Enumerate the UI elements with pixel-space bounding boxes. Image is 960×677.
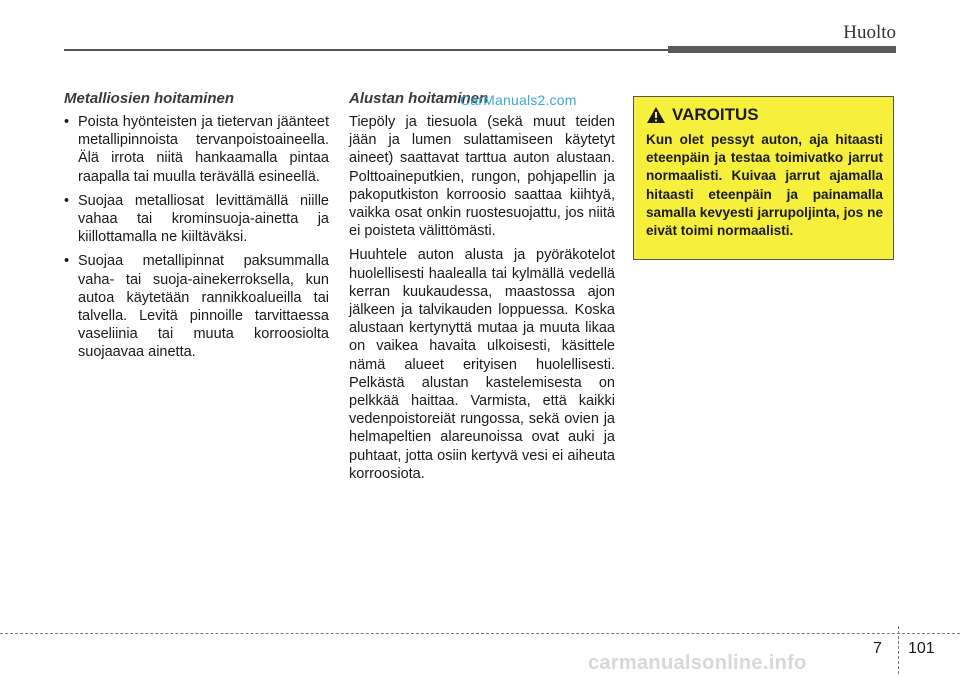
footer-separator [898, 626, 899, 674]
warning-box [633, 96, 894, 260]
section-heading-underbody: Alustan hoitaminen [349, 90, 489, 107]
site-footer-link[interactable]: carmanualsonline.info [588, 652, 807, 674]
list-item: • Suojaa metalliosat levittämällä niille vahaa tai krominsuoja-ainetta ja kiillottamalla ne kiiltäväksi. [64, 192, 329, 247]
list-item: • Suojaa metallipinnat paksummalla vaha- tai suoja-ainekerroksella, kun autoa käytetään rannikkoalueilla tai talvella. Levitä pinnoille tarvittaessa vaseliinia tai muuta korroosiolta suojaavaa ainetta. [64, 252, 329, 361]
column-metal-care [64, 90, 329, 368]
column-underbody-care [349, 90, 615, 489]
header-rule-accent [668, 46, 896, 53]
paragraph: Tiepöly ja tiesuola (sekä muut teiden jään ja lumen sulattamiseen käytetyt aineet) saattavat tarttua auton alustaan. Polttoaineputkien, rungon, pohjapellin ja pakoputkiston korroosio saattaa kiihtyä, vaikka osat onkin ruostesuojattu, jos niitä ei poisteta välittömästi. [349, 114, 615, 240]
warning-header [646, 105, 883, 125]
footer-rule [0, 633, 960, 634]
warning-title: VAROITUS [672, 105, 759, 124]
paragraph: Huuhtele auton alusta ja pyöräkotelot huolellisesti haalealla tai kylmällä vedellä kerran kuukaudessa, maastossa ajon jälkeen ja talvikauden loppuessa. Koska alustaan kertynyttä mutaa ja muuta likaa on vaikea havaita ulkoisesti, käsittele nämä alueet erityisen huolellisesti. Pelkästä alustan kastelemisesta on pelkkää haittaa. Varmista, että kaikki vedenpoistoreiät rungossa, sekä ovien ja helmapeltien alareunoissa ovat auki ja puhtaat, jotta osiin kertyvä vesi ei aiheuta korroosiota. [349, 247, 615, 482]
chapter-number: 7 [873, 640, 882, 657]
page-header-title: Huolto [843, 22, 896, 43]
page-number: 101 [908, 640, 935, 657]
metal-care-list [64, 113, 329, 362]
watermark-link[interactable]: CarManuals2.com [460, 92, 577, 108]
warning-triangle-icon [646, 106, 666, 124]
header-rule [64, 49, 668, 51]
warning-text: Kun olet pessyt auton, aja hitaasti eteenpäin ja testaa toimivatko jarrut normaalisti. Kuivaa jarrut ajamalla hitaasti eteenpäin ja painamalla samalla kevyesti jarrupoljinta, jos ne eivät toimi normaalisti. [646, 132, 883, 239]
section-heading-metal: Metalliosien hoitaminen [64, 90, 235, 107]
list-item: • Poista hyönteisten ja tietervan jäänteet metallipinnoista tervanpoistoaineella. Älä irrota niitä hankaamalla pintaa raapalla tai muulla terävällä esineellä. [64, 113, 329, 186]
